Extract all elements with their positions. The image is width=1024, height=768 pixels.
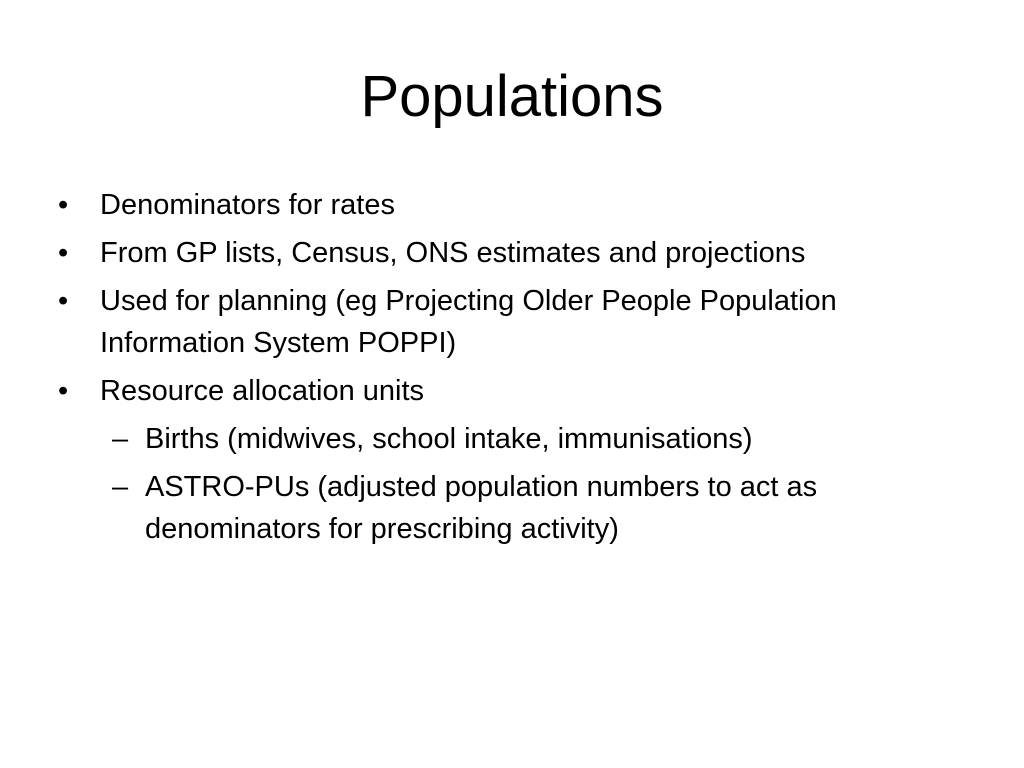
- bullet-marker: •: [58, 237, 69, 269]
- bullet-item: [0, 232, 1024, 274]
- bullet-text: Resource allocation units: [100, 375, 425, 407]
- sub-bullet-item: [0, 418, 1024, 460]
- sub-bullet-marker: –: [112, 471, 129, 503]
- sub-bullet-text: Births (midwives, school intake, immunisations): [145, 423, 753, 455]
- bullet-text: Used for planning (eg Projecting Older People Population Information System POPPI): [100, 285, 837, 359]
- sub-bullet-item: [0, 466, 1024, 550]
- slide-title: Populations: [360, 64, 664, 129]
- bullet-item: [0, 184, 1024, 226]
- bullet-text: Denominators for rates: [100, 189, 395, 221]
- sub-bullet-text: ASTRO-PUs (adjusted population numbers to act as denominators for prescribing activity): [145, 471, 818, 545]
- sub-bullet-marker: –: [112, 423, 129, 455]
- bullet-marker: •: [58, 189, 69, 221]
- bullet-marker: •: [58, 375, 69, 407]
- bullet-list: [0, 184, 1024, 556]
- bullet-text: From GP lists, Census, ONS estimates and projections: [100, 237, 806, 269]
- bullet-item: [0, 370, 1024, 412]
- bullet-item: [0, 280, 1024, 364]
- bullet-marker: •: [58, 285, 69, 317]
